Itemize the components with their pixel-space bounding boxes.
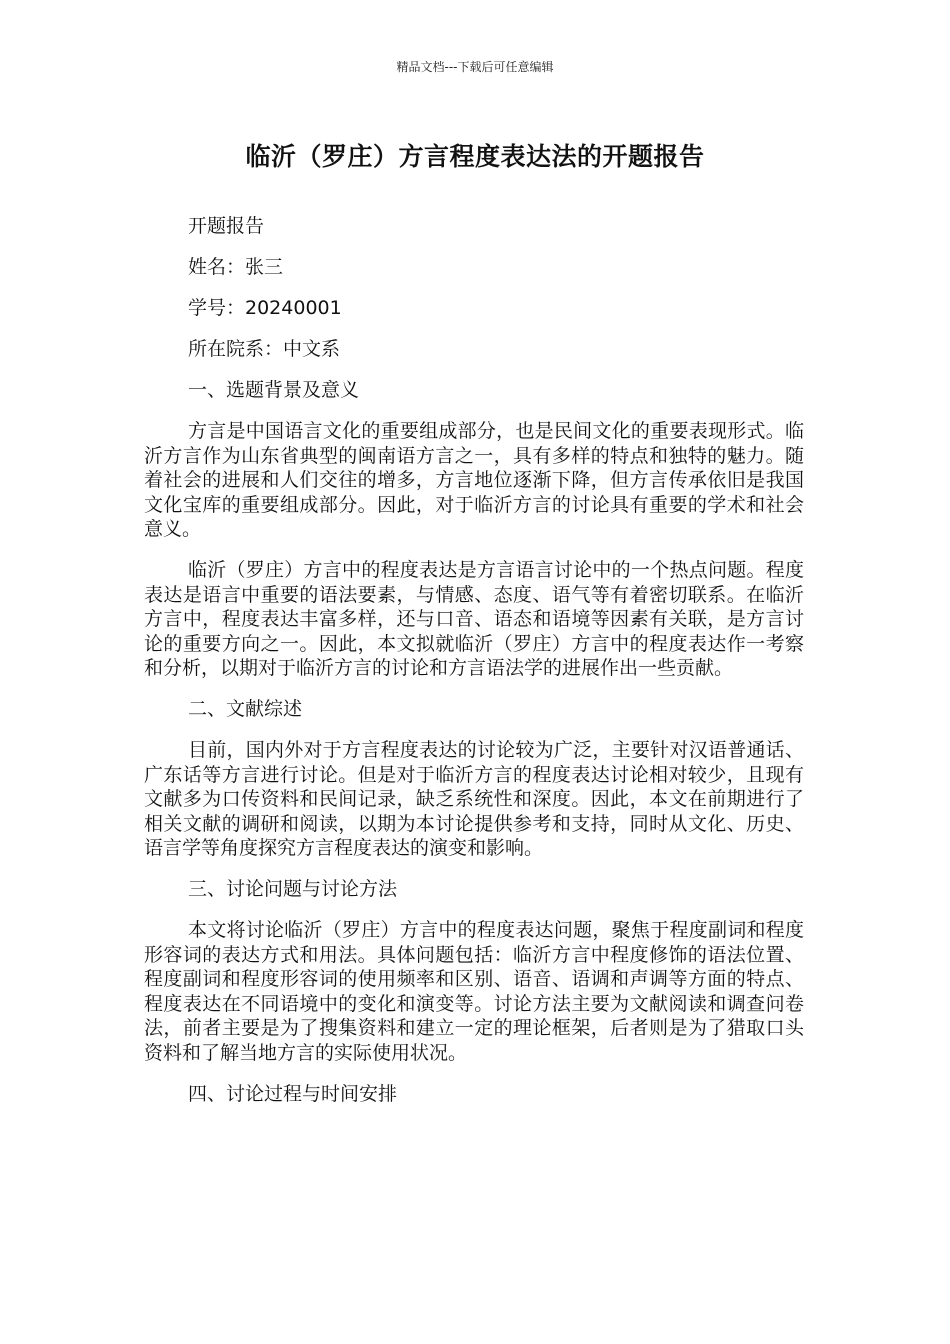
document-title: 临沂（罗庄）方言程度表达法的开题报告 <box>245 142 705 171</box>
section-heading-background: 一、选题背景及意义 <box>188 379 360 401</box>
author-name: 姓名：张三 <box>188 256 284 278</box>
paragraph-background-2: 临沂（罗庄）方言中的程度表达是方言语言讨论中的一个热点问题。程度表达是语言中重要的语法要素，与情感、态度、语气等有着密切联系。在临沂方言中，程度表达丰富多样，还与口音、语态和语境等因素有关联，是方言讨论的重要方向之一。因此，本文拟就临沂（罗庄）方言中的程度表达作一考察和分析，以期对于临沂方言的讨论和方言语法学的进展作出一些贡献。 <box>144 559 804 679</box>
section-heading-schedule: 四、讨论过程与时间安排 <box>188 1082 398 1105</box>
paragraph-literature: 目前，国内外对于方言程度表达的讨论较为广泛，主要针对汉语普通话、广东话等方言进行讨论。但是对于临沂方言的程度表达讨论相对较少，且现有文献多为口传资料和民间记录，缺乏系统性和深度。因此，本文在前期进行了相关文献的调研和阅读，以期为本讨论提供参考和支持，同时从文化、历史、语言学等角度探究方言程度表达的演变和影响。 <box>144 739 804 859</box>
section-heading-literature: 二、文献综述 <box>188 698 303 720</box>
paragraph-background-1: 方言是中国语言文化的重要组成部分，也是民间文化的重要表现形式。临沂方言作为山东省典型的闽南语方言之一，具有多样的特点和独特的魅力。随着社会的进展和人们交往的增多，方言地位逐渐下降，但方言传承依旧是我国文化宝库的重要组成部分。因此，对于临沂方言的讨论具有重要的学术和社会意义。 <box>144 420 804 540</box>
document-body <box>144 214 804 1123</box>
report-label: 开题报告 <box>188 215 265 237</box>
department: 所在院系：中文系 <box>188 338 341 360</box>
student-id: 学号：20240001 <box>188 297 342 319</box>
section-heading-methods: 三、讨论问题与讨论方法 <box>188 878 398 900</box>
header-note: 精品文档---下载后可任意编辑 <box>396 60 554 74</box>
paragraph-methods: 本文将讨论临沂（罗庄）方言中的程度表达问题，聚焦于程度副词和程度形容词的表达方式和用法。具体问题包括：临沂方言中程度修饰的语法位置、程度副词和程度形容词的使用频率和区别、语音、语调和声调等方面的特点、程度表达在不同语境中的变化和演变等。讨论方法主要为文献阅读和调查问卷法，前者主要是为了搜集资料和建立一定的理论框架，后者则是为了猎取口头资料和了解当地方言的实际使用状况。 <box>144 919 804 1064</box>
